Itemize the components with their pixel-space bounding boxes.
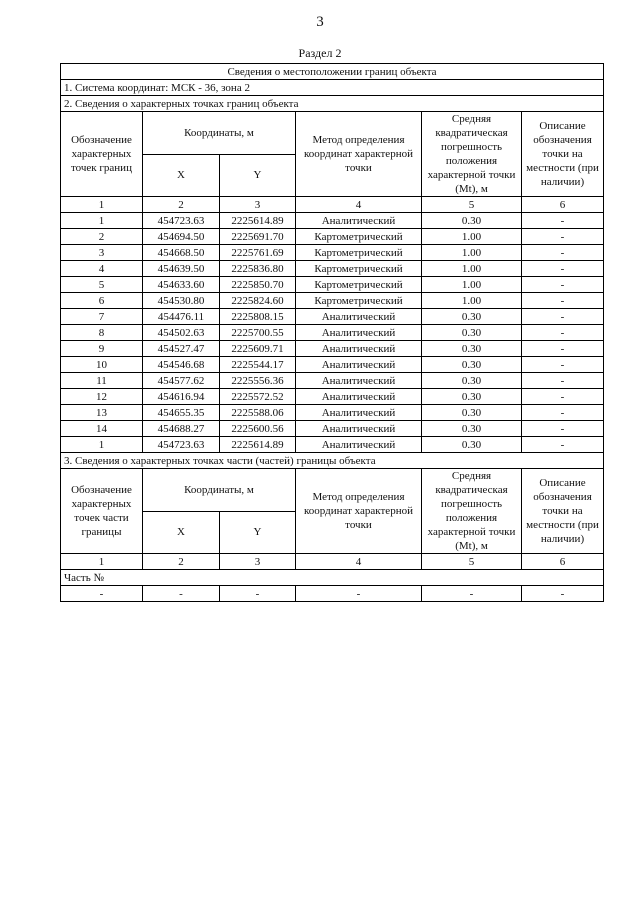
y-header: Y xyxy=(220,511,296,554)
y-coord-cell: 2225700.55 xyxy=(220,325,296,341)
points-section-row xyxy=(61,96,604,112)
method-cell: Картометрический xyxy=(296,277,422,293)
table-row xyxy=(61,437,604,453)
method-cell: Аналитический xyxy=(296,341,422,357)
description-cell: - xyxy=(522,373,604,389)
description-cell: - xyxy=(522,389,604,405)
method-cell: Аналитический xyxy=(296,405,422,421)
accuracy-cell: 0.30 xyxy=(422,309,522,325)
coord-system: 1. Система координат: МСК - 36, зона 2 xyxy=(61,80,604,96)
point-number-cell: 2 xyxy=(61,229,143,245)
index-cell: 1 xyxy=(61,554,143,570)
y-coord-cell: 2225824.60 xyxy=(220,293,296,309)
point-number-cell: 5 xyxy=(61,277,143,293)
points-index-row xyxy=(61,197,604,213)
y-header: Y xyxy=(220,154,296,197)
accuracy-cell: 1.00 xyxy=(422,229,522,245)
index-cell: 5 xyxy=(422,197,522,213)
method-header: Метод определения координат характерной точки xyxy=(296,469,422,554)
table-row xyxy=(61,325,604,341)
description-cell: - xyxy=(522,357,604,373)
method-cell: Аналитический xyxy=(296,437,422,453)
table-row xyxy=(61,421,604,437)
x-coord-cell: 454655.35 xyxy=(143,405,220,421)
method-cell: - xyxy=(296,586,422,602)
method-cell: Аналитический xyxy=(296,421,422,437)
point-number-cell: 11 xyxy=(61,373,143,389)
description-cell: - xyxy=(522,405,604,421)
point-number-cell: 3 xyxy=(61,245,143,261)
x-coord-cell: 454633.60 xyxy=(143,277,220,293)
x-coord-cell: 454502.63 xyxy=(143,325,220,341)
index-cell: 6 xyxy=(522,197,604,213)
description-cell: - xyxy=(522,277,604,293)
designation-header: Обозначение характерных точек части границы xyxy=(61,469,143,554)
x-coord-cell: 454723.63 xyxy=(143,437,220,453)
accuracy-cell: 0.30 xyxy=(422,405,522,421)
point-number-cell: 14 xyxy=(61,421,143,437)
y-coord-cell: 2225556.36 xyxy=(220,373,296,389)
table-row xyxy=(61,309,604,325)
description-cell: - xyxy=(522,245,604,261)
x-coord-cell: 454688.27 xyxy=(143,421,220,437)
y-coord-cell: 2225850.70 xyxy=(220,277,296,293)
index-cell: 6 xyxy=(522,554,604,570)
table-row xyxy=(61,293,604,309)
x-coord-cell: 454476.11 xyxy=(143,309,220,325)
description-header: Описание обозначения точки на местности (при наличии) xyxy=(522,112,604,197)
table-row xyxy=(61,229,604,245)
x-coord-cell: 454639.50 xyxy=(143,261,220,277)
description-cell: - xyxy=(522,421,604,437)
index-cell: 3 xyxy=(220,197,296,213)
x-coord-cell: 454530.80 xyxy=(143,293,220,309)
table-row xyxy=(61,245,604,261)
parts-section-row xyxy=(61,453,604,469)
method-cell: Картометрический xyxy=(296,229,422,245)
x-coord-cell: 454668.50 xyxy=(143,245,220,261)
parts-header-row-1 xyxy=(61,469,604,512)
x-coord-cell: - xyxy=(143,586,220,602)
description-header: Описание обозначения точки на местности (при наличии) xyxy=(522,469,604,554)
table-row xyxy=(61,405,604,421)
table-row xyxy=(61,389,604,405)
description-cell: - xyxy=(522,341,604,357)
accuracy-cell: 1.00 xyxy=(422,277,522,293)
point-number-cell: 12 xyxy=(61,389,143,405)
method-cell: Картометрический xyxy=(296,261,422,277)
description-cell: - xyxy=(522,293,604,309)
y-coord-cell: 2225572.52 xyxy=(220,389,296,405)
coord-system-row xyxy=(61,80,604,96)
accuracy-header: Средняя квадратическая погрешность положения характерной точки (Mt), м xyxy=(422,469,522,554)
point-number-cell: - xyxy=(61,586,143,602)
x-coord-cell: 454527.47 xyxy=(143,341,220,357)
point-number-cell: 6 xyxy=(61,293,143,309)
method-cell: Аналитический xyxy=(296,309,422,325)
coords-header: Координаты, м xyxy=(143,112,296,155)
index-cell: 4 xyxy=(296,554,422,570)
index-cell: 3 xyxy=(220,554,296,570)
y-coord-cell: 2225614.89 xyxy=(220,213,296,229)
method-cell: Аналитический xyxy=(296,389,422,405)
y-coord-cell: 2225600.56 xyxy=(220,421,296,437)
accuracy-cell: 0.30 xyxy=(422,341,522,357)
y-coord-cell: 2225836.80 xyxy=(220,261,296,277)
y-coord-cell: 2225609.71 xyxy=(220,341,296,357)
y-coord-cell: 2225614.89 xyxy=(220,437,296,453)
index-cell: 5 xyxy=(422,554,522,570)
description-cell: - xyxy=(522,325,604,341)
accuracy-cell: 1.00 xyxy=(422,245,522,261)
point-number-cell: 4 xyxy=(61,261,143,277)
accuracy-cell: 1.00 xyxy=(422,293,522,309)
description-cell: - xyxy=(522,229,604,245)
accuracy-cell: 0.30 xyxy=(422,213,522,229)
x-coord-cell: 454546.68 xyxy=(143,357,220,373)
table-row xyxy=(61,213,604,229)
x-coord-cell: 454723.63 xyxy=(143,213,220,229)
coords-header: Координаты, м xyxy=(143,469,296,512)
parts-section-title: 3. Сведения о характерных точках части (частей) границы объекта xyxy=(61,453,604,469)
accuracy-cell: 0.30 xyxy=(422,389,522,405)
accuracy-cell: 0.30 xyxy=(422,357,522,373)
description-cell: - xyxy=(522,586,604,602)
index-cell: 2 xyxy=(143,197,220,213)
accuracy-cell: 1.00 xyxy=(422,261,522,277)
points-section-title: 2. Сведения о характерных точках границ объекта xyxy=(61,96,604,112)
method-cell: Картометрический xyxy=(296,293,422,309)
method-header: Метод определения координат характерной точки xyxy=(296,112,422,197)
part-label: Часть № xyxy=(61,570,604,586)
index-cell: 2 xyxy=(143,554,220,570)
y-coord-cell: 2225808.15 xyxy=(220,309,296,325)
point-number-cell: 7 xyxy=(61,309,143,325)
table-row xyxy=(61,261,604,277)
accuracy-header: Средняя квадратическая погрешность положения характерной точки (Mt), м xyxy=(422,112,522,197)
point-number-cell: 1 xyxy=(61,437,143,453)
description-cell: - xyxy=(522,437,604,453)
section-title: Раздел 2 xyxy=(298,46,342,60)
description-cell: - xyxy=(522,261,604,277)
point-number-cell: 8 xyxy=(61,325,143,341)
y-coord-cell: 2225588.06 xyxy=(220,405,296,421)
table-row xyxy=(61,373,604,389)
parts-index-row xyxy=(61,554,604,570)
description-cell: - xyxy=(522,309,604,325)
method-cell: Картометрический xyxy=(296,245,422,261)
table-row xyxy=(61,277,604,293)
description-cell: - xyxy=(522,213,604,229)
x-header: X xyxy=(143,154,220,197)
method-cell: Аналитический xyxy=(296,373,422,389)
y-coord-cell: 2225544.17 xyxy=(220,357,296,373)
accuracy-cell: 0.30 xyxy=(422,373,522,389)
y-coord-cell: 2225691.70 xyxy=(220,229,296,245)
accuracy-cell: - xyxy=(422,586,522,602)
point-number-cell: 10 xyxy=(61,357,143,373)
method-cell: Аналитический xyxy=(296,325,422,341)
table-title-row xyxy=(61,64,604,80)
table-row xyxy=(61,341,604,357)
accuracy-cell: 0.30 xyxy=(422,421,522,437)
part-label-row xyxy=(61,570,604,586)
point-number-cell: 13 xyxy=(61,405,143,421)
accuracy-cell: 0.30 xyxy=(422,325,522,341)
x-header: X xyxy=(143,511,220,554)
boundary-table xyxy=(60,63,604,602)
index-cell: 4 xyxy=(296,197,422,213)
method-cell: Аналитический xyxy=(296,357,422,373)
x-coord-cell: 454694.50 xyxy=(143,229,220,245)
y-coord-cell: 2225761.69 xyxy=(220,245,296,261)
x-coord-cell: 454577.62 xyxy=(143,373,220,389)
page-number: 3 xyxy=(316,14,324,30)
table-title: Сведения о местоположении границ объекта xyxy=(61,64,604,80)
x-coord-cell: 454616.94 xyxy=(143,389,220,405)
point-number-cell: 9 xyxy=(61,341,143,357)
point-number-cell: 1 xyxy=(61,213,143,229)
designation-header: Обозначение характерных точек границ xyxy=(61,112,143,197)
table-row xyxy=(61,586,604,602)
points-header-row-1 xyxy=(61,112,604,155)
method-cell: Аналитический xyxy=(296,213,422,229)
accuracy-cell: 0.30 xyxy=(422,437,522,453)
table-row xyxy=(61,357,604,373)
index-cell: 1 xyxy=(61,197,143,213)
y-coord-cell: - xyxy=(220,586,296,602)
